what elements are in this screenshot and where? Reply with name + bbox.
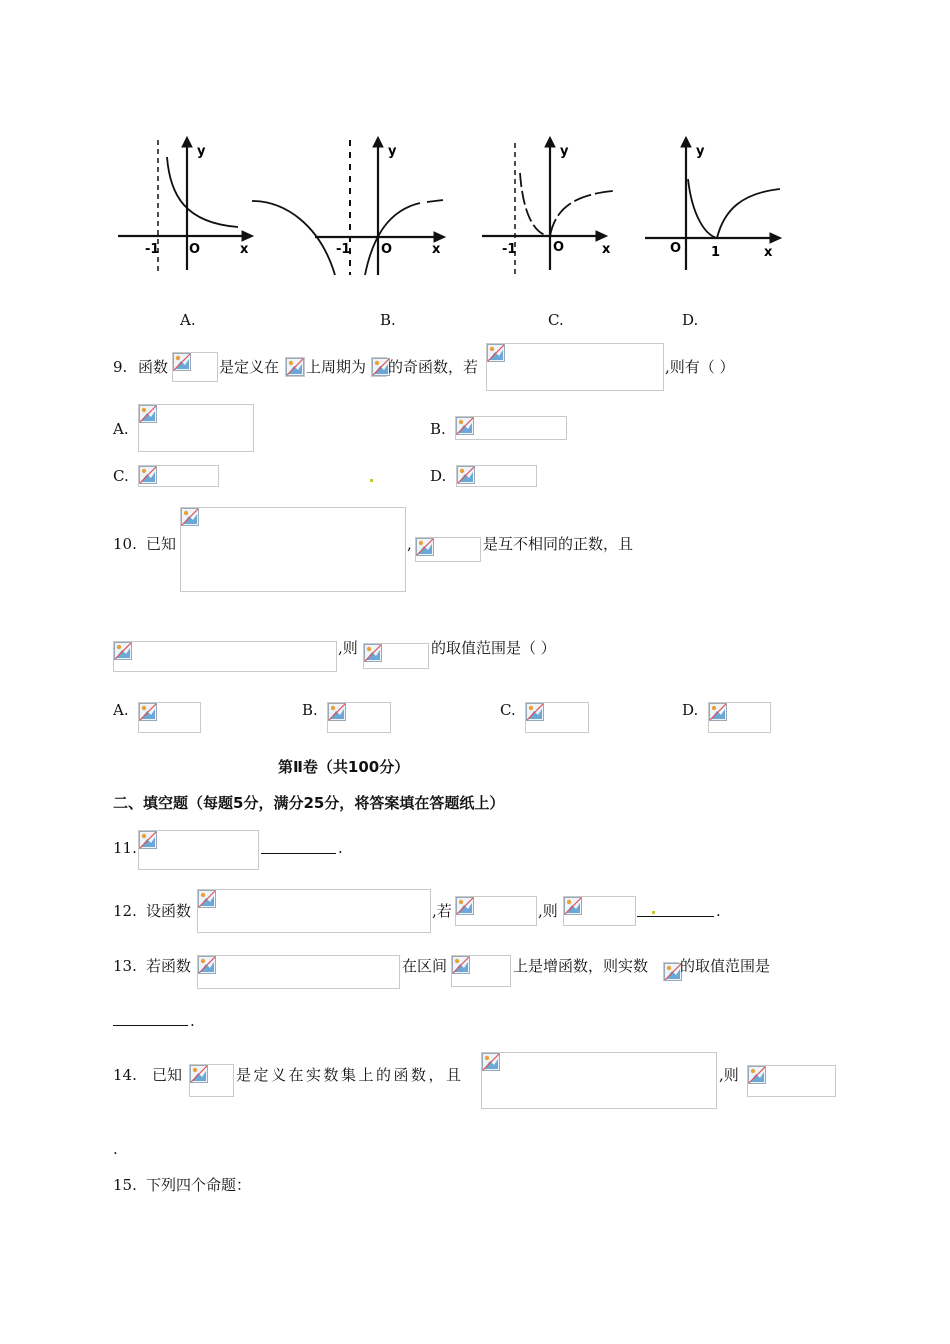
graph-a-x: x: [240, 242, 249, 257]
graph-c-x: x: [602, 242, 611, 257]
q13-text-2: 在区间: [402, 957, 448, 975]
broken-image-icon: [416, 538, 434, 556]
q12-end: .: [716, 902, 721, 920]
broken-image-icon: [452, 956, 470, 974]
q10-formula-image-2: [415, 537, 481, 562]
q13-text-4: 的取值范围是: [680, 957, 771, 975]
graph-a: [118, 137, 253, 275]
q13-text-1: 若函数: [146, 957, 192, 975]
q11-number: 11.: [113, 839, 137, 857]
speck: [652, 911, 655, 914]
q12-text-2: ,若: [432, 902, 452, 920]
broken-image-icon: [482, 1053, 500, 1071]
q15-number: 15.: [113, 1176, 137, 1194]
q10-number: 10.: [113, 535, 137, 553]
q14-formula-image-2: [481, 1052, 717, 1109]
q10-formula-image-3: [113, 641, 337, 672]
q10-option-b: B.: [302, 701, 318, 719]
graph-b-y: y: [388, 144, 397, 159]
q14-formula-image-3: [747, 1065, 836, 1097]
q9-option-d-image: [456, 465, 537, 487]
q10-option-d: D.: [682, 701, 699, 719]
q13-text-3: 上是增函数，则实数: [513, 957, 649, 975]
q14-text-1: 已知: [152, 1066, 183, 1084]
broken-image-icon: [139, 405, 157, 423]
q9-text-5: ,则有（ ）: [665, 358, 735, 376]
q13-formula-image-3: [663, 962, 679, 981]
q14-text-2: 是定义在实数集上的函数，且: [236, 1066, 464, 1084]
q15-text-1: 下列四个命题：: [146, 1176, 252, 1194]
q14-formula-image-1: [189, 1064, 234, 1097]
q12-number: 12.: [113, 902, 137, 920]
q10-option-d-image: [708, 702, 771, 733]
broken-image-icon: [328, 703, 346, 721]
q10-option-c: C.: [500, 701, 516, 719]
broken-image-icon: [198, 890, 216, 908]
graph-a-o: O: [189, 242, 201, 257]
function-graphs: [110, 135, 800, 285]
broken-image-icon: [456, 417, 474, 435]
q12-text-3: ,则: [538, 902, 558, 920]
q10-text-1: 已知: [146, 535, 177, 553]
broken-image-icon: [181, 508, 199, 526]
q9-text-4: 的奇函数，若: [388, 358, 479, 376]
broken-image-icon: [564, 897, 582, 915]
broken-image-icon: [139, 466, 157, 484]
q11-answer-blank: [261, 853, 336, 854]
q9-formula-image-3: [371, 357, 387, 377]
broken-image-icon: [114, 642, 132, 660]
q14-text-3: ,则: [719, 1066, 739, 1084]
graph-a-neg1: -1: [145, 242, 160, 257]
q10-formula-image-1: [180, 507, 406, 592]
q10-text-3: 是互不相同的正数，且: [483, 535, 634, 553]
broken-image-icon: [487, 344, 505, 362]
q10-text-4: ,则: [338, 639, 358, 657]
graph-c-y: y: [560, 144, 569, 159]
broken-image-icon: [457, 466, 475, 484]
q10-option-a-image: [138, 702, 201, 733]
graph-a-y: y: [197, 144, 206, 159]
q14-number: 14.: [113, 1066, 137, 1084]
q9-text-1: 函数: [138, 358, 169, 376]
q9-option-c: C.: [113, 467, 129, 485]
broken-image-icon: [198, 956, 216, 974]
q9-number: 9.: [113, 358, 128, 376]
graph-d-x: x: [764, 245, 773, 260]
q13-formula-image-1: [197, 955, 400, 989]
q9-formula-image-1: [172, 352, 218, 382]
speck: [370, 479, 373, 482]
broken-image-icon: [456, 897, 474, 915]
graph-c-o: O: [553, 240, 565, 255]
graph-d-one: 1: [711, 245, 721, 260]
q10-text-2: ,: [407, 535, 412, 553]
q11-formula-image: [138, 830, 259, 870]
q9-option-c-image: [138, 465, 219, 487]
section-fill-in-heading: 二、填空题（每题5分，满分25分，将答案填在答题纸上）: [113, 794, 505, 812]
graph-b-neg1: -1: [336, 242, 351, 257]
broken-image-icon: [190, 1065, 208, 1083]
broken-image-icon: [709, 703, 727, 721]
q9-formula-image-2: [285, 357, 305, 377]
q10-option-c-image: [525, 702, 589, 733]
broken-image-icon: [364, 644, 382, 662]
q10-formula-image-4: [363, 643, 429, 669]
broken-image-icon: [173, 353, 191, 371]
q12-formula-image-1: [197, 889, 431, 933]
graph-option-a: A.: [180, 311, 196, 329]
q9-option-a-image: [138, 404, 254, 452]
graph-b-x: x: [432, 242, 441, 257]
q9-text-3: 上周期为: [306, 358, 367, 376]
q12-formula-image-2: [455, 896, 537, 926]
graph-option-d: D.: [682, 311, 699, 329]
graph-b-o: O: [381, 242, 393, 257]
q13-end: .: [190, 1012, 195, 1030]
q13-formula-image-2: [451, 955, 511, 987]
broken-image-icon: [526, 703, 544, 721]
broken-image-icon: [286, 358, 304, 376]
broken-image-icon: [139, 703, 157, 721]
part-two-title: 第Ⅱ卷（共100分）: [278, 758, 410, 776]
q14-end: .: [113, 1140, 118, 1158]
q9-option-b: B.: [430, 420, 446, 438]
q11-end: .: [338, 839, 343, 857]
broken-image-icon: [139, 831, 157, 849]
q10-option-a: A.: [113, 701, 129, 719]
graph-d-y: y: [696, 144, 705, 159]
q12-answer-blank: [637, 916, 714, 917]
q9-option-b-image: [455, 416, 567, 440]
q12-formula-image-3: [563, 896, 636, 926]
q13-number: 13.: [113, 957, 137, 975]
q12-text-1: 设函数: [146, 902, 192, 920]
graph-c-neg1: -1: [502, 242, 517, 257]
q9-option-d: D.: [430, 467, 447, 485]
q9-text-2: 是定义在: [219, 358, 280, 376]
q13-answer-blank: [113, 1025, 188, 1026]
graph-option-b: B.: [380, 311, 396, 329]
broken-image-icon: [748, 1066, 766, 1084]
q10-text-5: 的取值范围是（ ）: [431, 639, 556, 657]
q9-option-a: A.: [113, 420, 129, 438]
q10-option-b-image: [327, 702, 391, 733]
q9-formula-image-4: [486, 343, 664, 391]
graph-option-c: C.: [548, 311, 564, 329]
graph-d-o: O: [670, 241, 682, 256]
